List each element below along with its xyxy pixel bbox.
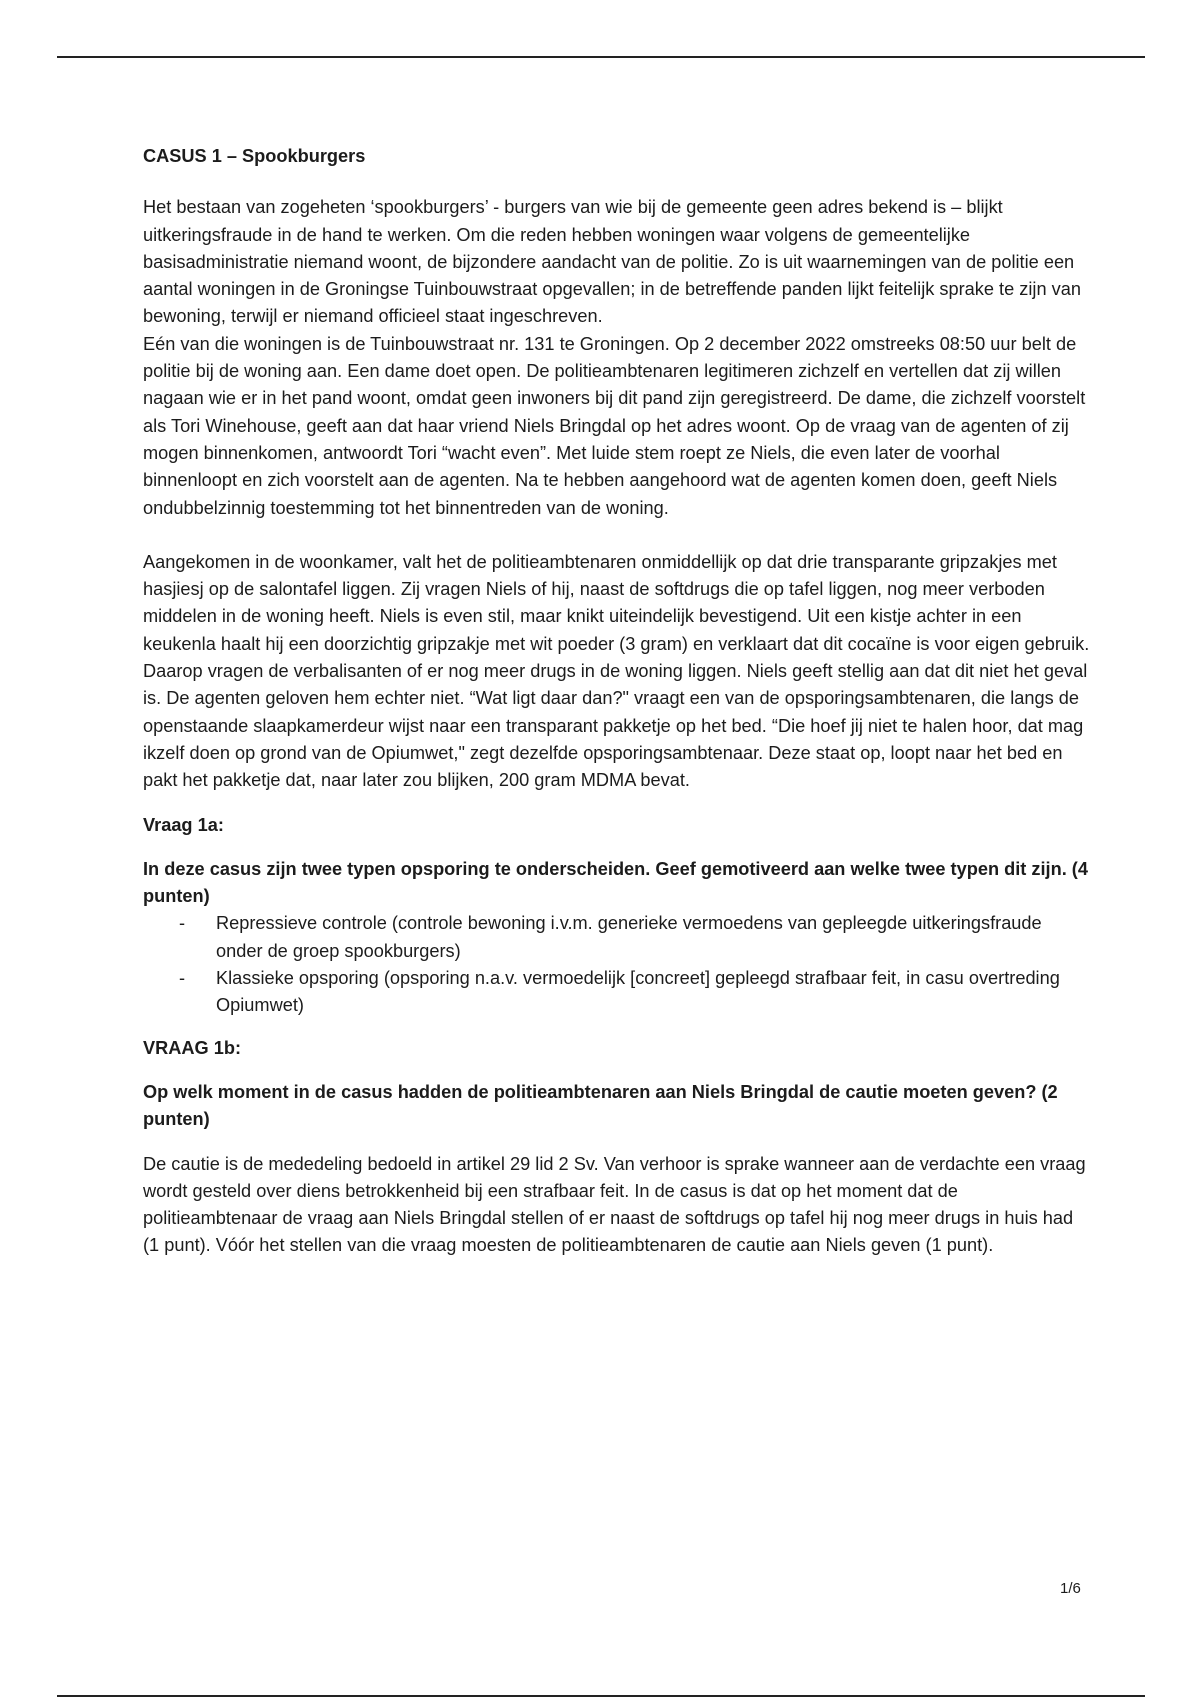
intro-paragraph: Het bestaan van zogeheten ‘spookburgers’ - burgers van wie bij de gemeente geen adres bekend is – blijkt uitkeringsfraude in de hand te werken. Om die reden hebben woningen waar volgens de gemeentelijke basisadministratie niemand woont, de bijzondere aandacht van de politie. Zo is uit waarnemingen van de politie een aantal woningen in de Groningse Tuinbouwstraat opgevallen; in de betreffende panden lijkt feitelijk sprake te zijn van bewoning, terwijl er niemand officieel staat ingeschreven. xyxy=(143,197,1081,327)
answer-1a-item-2: Klassieke opsporing (opsporing n.a.v. vermoedelijk [concreet] gepleegd strafbaar feit, in casu overtreding Opiumwet) xyxy=(216,968,1060,1016)
bullet-dash: - xyxy=(179,913,186,934)
scenario-paragraph: Eén van die woningen is de Tuinbouwstraat nr. 131 te Groningen. Op 2 december 2022 omstreeks 08:50 uur belt de politie bij de woning aan. Een dame doet open. De politieambtenaren legitimeren zichzelf en vertellen dat zij willen nagaan wie er in het pand woont, omdat geen inwoners bij dit pand zijn geregistreerd. De dame, die zichzelf voorstelt als Tori Winehouse, geeft aan dat haar vriend Niels Bringdal op het adres woont. Op de vraag van de agenten of zij mogen binnenkomen, antwoordt Tori “wacht even”. Met luide stem roept ze Niels, die even later de voorhal binnenloopt en zich voorstelt aan de agenten. Na te hebben aangehoord wat de agenten komen doen, geeft Niels ondubbelzinnig toestemming tot het binnentreden van de woning. xyxy=(143,333,1086,518)
search-paragraph: Aangekomen in de woonkamer, valt het de politieambtenaren onmiddellijk op dat drie transparante gripzakjes met hasjiesj op de salontafel liggen. Zij vragen Niels of hij, naast de softdrugs die op tafel liggen, nog meer verboden middelen in de woning heeft. Niels is even stil, maar knikt uiteindelijk bevestigend. Uit een kistje achter in een keukenla haalt hij een doorzichtig gripzakje met wit poeder (3 gram) en verklaart dat dit cocaïne is voor eigen gebruik. Daarop vragen de verbalisanten of er nog meer drugs in de woning liggen. Niels geeft stellig aan dat dit niet het geval is. De agenten geloven hem echter niet. “Wat ligt daar dan?" vraagt een van de opsporingsambtenaren, die langs de openstaande slaapkamerdeur wijst naar een transparant pakketje op het bed. “Die hoef jij niet te halen hoor, dat mag ikzelf doen op grond van de Opiumwet," zegt dezelfde opsporingsambtenaar. Deze staat op, loopt naar het bed en pakt het pakketje dat, naar later zou blijken, 200 gram MDMA bevat. xyxy=(143,551,1090,791)
answer-1a-list xyxy=(143,910,1093,1019)
bullet-dash: - xyxy=(179,968,186,989)
footer-rule xyxy=(57,1695,1145,1697)
list-item xyxy=(143,910,1093,965)
list-item xyxy=(143,965,1093,1020)
question-1b-text: Op welk moment in de casus hadden de politieambtenaren aan Niels Bringdal de cautie moeten geven? (2 punten) xyxy=(143,1081,1058,1130)
casus-title: CASUS 1 – Spookburgers xyxy=(143,146,366,166)
answer-1a-item-1: Repressieve controle (controle bewoning i.v.m. generieke vermoedens van gepleegde uitkeringsfraude onder de groep spookburgers) xyxy=(216,913,1042,961)
page-number: 1/6 xyxy=(1060,1580,1081,1597)
answer-1b-text: De cautie is de mededeling bedoeld in artikel 29 lid 2 Sv. Van verhoor is sprake wanneer aan de verdachte een vraag wordt gesteld over diens betrokkenheid bij een strafbaar feit. In de casus is dat op het moment dat de politieambtenaar de vraag aan Niels Bringdal stellen of er naast de softdrugs op tafel hij nog meer drugs in huis had (1 punt). Vóór het stellen van die vraag moesten de politieambtenaren de cautie aan Niels geven (1 punt). xyxy=(143,1153,1086,1256)
question-1a-label: Vraag 1a: xyxy=(143,814,224,835)
question-1b-label: VRAAG 1b: xyxy=(143,1037,242,1058)
header-rule xyxy=(57,56,1145,58)
document-body xyxy=(143,143,1093,1260)
question-1a-text: In deze casus zijn twee typen opsporing te onderscheiden. Geef gemotiveerd aan welke twee typen dit zijn. (4 punten) xyxy=(143,858,1088,907)
